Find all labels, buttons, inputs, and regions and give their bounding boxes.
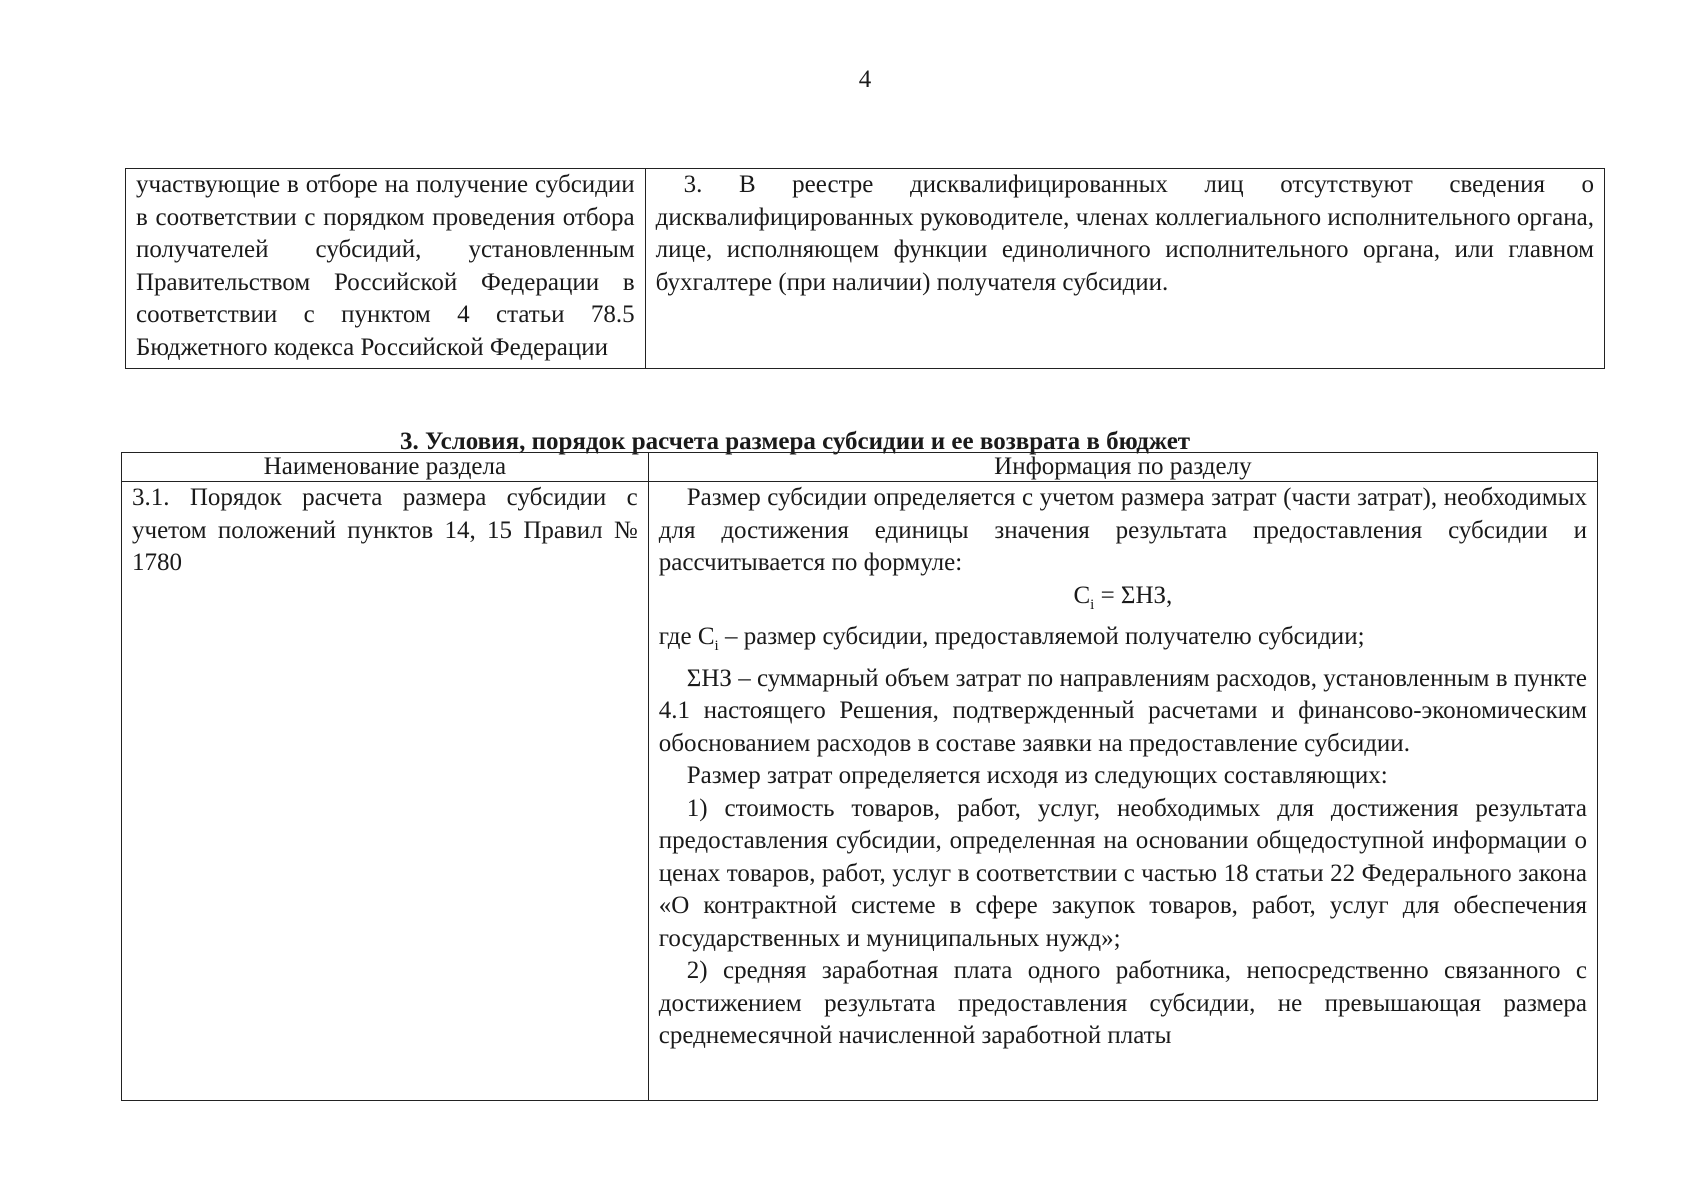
subsidy-formula: $C_i = \Sigma НЗ$, xyxy=(1073,581,1173,613)
cost-component-item-1: 1) стоимость товаров, работ, услуг, необходимых для достижения результата предоставления субсидии, определенная на основании общедоступной информации о ценах товаров, работ, услуг в соответствии с частью 18 статьи 22 Федерального закона «О контрактной системе в сфере закупок товаров, работ, услуг для обеспечения государственных и муниципальных нужд»; xyxy=(658,794,1587,952)
section-heading: 3. Условия, порядок расчета размера субсидии и ее возврата в бюджет xyxy=(400,428,1191,455)
page-number: 4 xyxy=(858,66,872,93)
participants-cell: участвующие в отборе на получение субсидии в соответствии с порядком проведения отбора получателей субсидий, установленным Правительством Российской Федерации в соответствии с пунктом 4 статьи 78.5 Бюджетного кодекса Российской Федерации xyxy=(126,169,646,369)
disqualified-registry-cell: 3. В реестре дисквалифицированных лиц отсутствуют сведения о дисквалифицированных руководителе, членах коллегиального исполнительного органа, лице, исполняющем функции единоличного исполнительного органа, или главном бухгалтере (при наличии) получателя субсидии. xyxy=(645,169,1604,369)
subsidy-size-paragraph: Размер субсидии определяется с учетом размера затрат (части затрат), необходимых для достижения единицы значения результата предоставления субсидии и рассчитывается по формуле: xyxy=(658,484,1587,576)
calculation-order-cell: 3.1. Порядок расчета размера субсидии с учетом положений пунктов 14, 15 Правил № 1780 xyxy=(122,482,649,1101)
column-header-section-name: Наименование раздела xyxy=(122,453,649,482)
calculation-info-cell xyxy=(648,482,1597,1101)
table-row xyxy=(126,169,1605,369)
cost-components-paragraph: Размер затрат определяется исходя из следующих составляющих: xyxy=(686,762,1388,789)
subsidy-conditions-table xyxy=(121,452,1598,1101)
continuation-table xyxy=(125,168,1605,369)
formula-definition-snz: ΣНЗ – суммарный объем затрат по направлениям расходов, установленным в пункте 4.1 настоящего Решения, подтвержденный расчетами и финансово-экономическим обоснованием расходов в составе заявки на предоставление субсидии. xyxy=(658,664,1587,757)
table-row xyxy=(122,482,1598,1101)
cost-component-item-2: 2) средняя заработная плата одного работника, непосредственно связанного с достижением результата предоставления субсидии, не превышающая размера среднемесячной начисленной заработной платы xyxy=(658,957,1587,1049)
formula-definition-ci: где $C_i$ – размер субсидии, предоставляемой получателю субсидии; xyxy=(658,623,1365,654)
table-header-row xyxy=(122,453,1598,482)
column-header-section-info: Информация по разделу xyxy=(648,453,1597,482)
